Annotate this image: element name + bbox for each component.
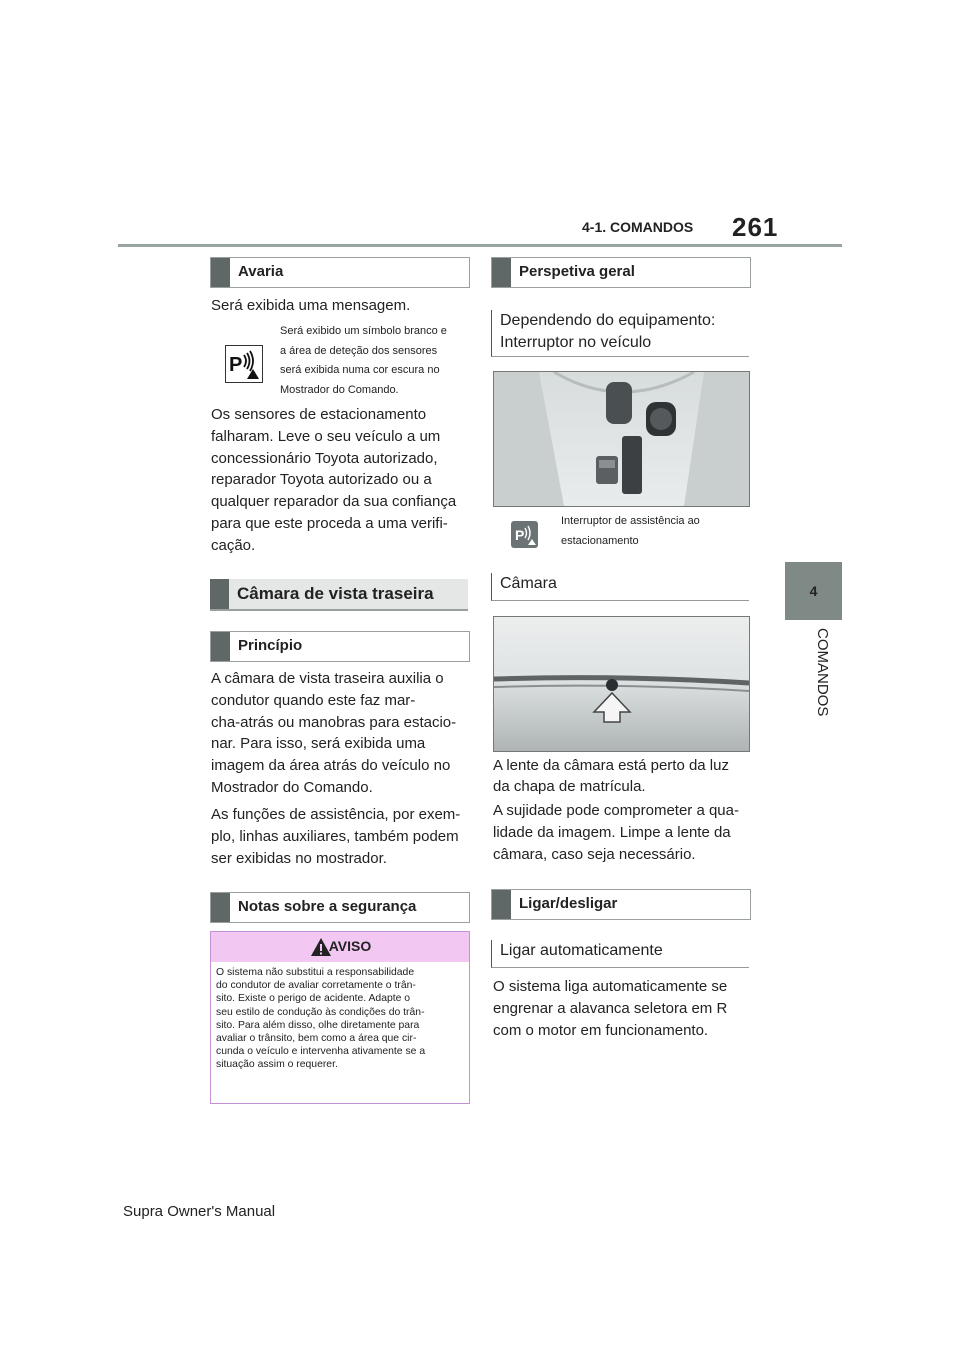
text-line: seu estilo de condução às condições do trân- [216,1006,425,1018]
heading-bar [211,632,230,661]
center-console-photo [493,371,750,507]
avaria-heading-text: Avaria [238,263,284,280]
caption-line: estacionamento [561,534,639,547]
text-line: concessionário Toyota autorizado, [211,449,438,467]
camera-section-heading-text: Câmara de vista traseira [237,584,434,603]
notas-heading [210,892,470,923]
warning-box [210,931,470,1104]
chapter-label [815,628,835,728]
sensor-failure-text [211,404,471,557]
rear-camera-photo [493,616,750,752]
text-line: engrenar a alavanca seletora em R [493,999,728,1017]
text-line: sito. Para além disso, olhe diretamente para [216,1019,420,1031]
text-line: sito. Existe o perigo de acidente. Adapte o [216,993,411,1005]
principio-text [211,668,471,799]
caption-line: será exibida numa cor escura no [280,364,440,376]
heading-bar [492,890,511,919]
text-line: cação. [211,536,256,554]
page-number: 261 [732,212,779,242]
text-line: para que este proceda a uma verifi- [211,514,448,532]
svg-text:P: P [515,527,525,543]
chapter-label-text: COMANDOS [814,628,831,717]
text-line: da chapa de matrícula. [493,778,646,795]
text-line: qualquer reparador da sua confiança [211,493,457,511]
funcoes-text [211,804,471,869]
text-line: plo, linhas auxiliares, também podem [211,827,459,845]
ligar-heading [491,889,751,920]
warning-text [216,966,464,1072]
text-line: A câmara de vista traseira auxilia o [211,670,444,687]
text-line: nar. Para isso, será exibida uma [211,735,426,753]
principio-heading-text: Princípio [238,637,303,654]
text-line: Mostrador do Comando. [211,778,373,796]
text-line: imagem da área atrás do veículo no [211,757,451,775]
warning-title: AVISO [328,938,372,954]
text-line: situação assim o requerer. [216,1059,338,1071]
principio-heading [210,631,470,662]
notas-heading-text: Notas sobre a segurança [238,898,417,915]
text-line: câmara, caso seja necessário. [493,845,696,863]
text-line: A sujidade pode comprometer a qua- [493,802,739,819]
heading-bar [211,893,230,922]
avaria-heading [210,257,470,288]
switch-caption [561,512,751,551]
perspetiva-heading [491,257,751,288]
text-line: reparador Toyota autorizado ou a [211,471,432,489]
camera-section-heading [210,579,468,611]
text-line: A lente da câmara está perto da luz [493,757,729,774]
text-line: Os sensores de estacionamento [211,406,427,423]
auto-subhead-text: Ligar automaticamente [500,942,663,959]
manual-title: Supra Owner's Manual [123,1203,276,1220]
text-line: Dependendo do equipamento: [500,312,716,329]
text-line: O sistema liga automaticamente se [493,978,728,995]
svg-text:P: P [229,354,243,376]
text-line: cunda o veículo e intervenha ativamente se a [216,1046,426,1058]
auto-text [493,976,753,1041]
text-line: avaliar o trânsito, bem como a área que cir- [216,1033,417,1045]
text-line: falharam. Leve o seu veículo a um [211,427,441,445]
heading-bar [211,258,230,287]
lens-text [493,755,753,797]
chapter-tab[interactable]: 4 [785,562,842,620]
caption-line: Interruptor de assistência ao [561,515,700,527]
camara-subhead-text: Câmara [500,575,557,592]
section-reference: 4-1. COMANDOS [582,219,694,235]
icon-caption [280,322,470,400]
header-divider [118,244,842,247]
text-line: As funções de assistência, por exem- [211,806,461,823]
text-line: com o motor em funcionamento. [493,1021,709,1039]
text-line: Interruptor no veículo [500,334,652,351]
equipment-subhead [491,310,749,357]
camara-subhead [491,573,749,601]
parking-sensor-icon [225,345,263,383]
caption-line: a área de deteção dos sensores [280,344,438,357]
text-line: condutor quando este faz mar- [211,691,416,709]
text-line: do condutor de avaliar corretamente o trân- [216,980,416,992]
perspetiva-heading-text: Perspetiva geral [519,263,635,280]
dirt-text [493,800,753,865]
parking-assist-button-icon [511,521,538,548]
caption-line: Será exibido um símbolo branco e [280,325,447,337]
avaria-message: Será exibida uma mensagem. [211,297,411,314]
text-line: cha-atrás ou manobras para estacio- [211,713,457,731]
caption-line: Mostrador do Comando. [280,383,399,396]
text-line: lidade da imagem. Limpe a lente da [493,823,731,841]
heading-bar [492,258,511,287]
auto-subhead [491,940,749,968]
ligar-heading-text: Ligar/desligar [519,895,618,912]
heading-bar [210,579,229,609]
text-line: O sistema não substitui a responsabilidade [216,967,415,978]
text-line: ser exibidas no mostrador. [211,849,387,867]
